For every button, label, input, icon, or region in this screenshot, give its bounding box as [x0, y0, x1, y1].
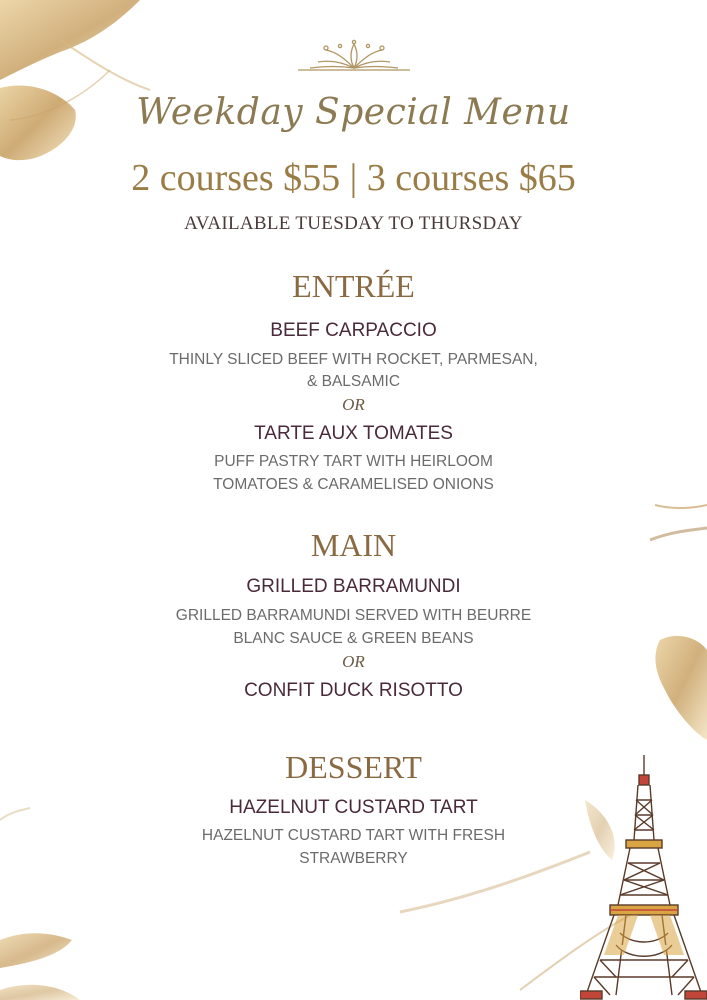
dish-name: BEEF CARPACCIO [270, 320, 437, 341]
or-divider: OR [342, 652, 365, 671]
dish-name: HAZELNUT CUSTARD TART [229, 797, 478, 818]
availability-text: AVAILABLE TUESDAY TO THURSDAY [184, 213, 523, 234]
dish-description: & BALSAMIC [306, 373, 401, 390]
crown-ornament-icon [296, 38, 412, 74]
dish-name: GRILLED BARRAMUNDI [246, 576, 461, 597]
price-line: 2 courses $55 | 3 courses $65 [131, 157, 576, 199]
dish-name: CONFIT DUCK RISOTTO [244, 680, 463, 701]
dish-description: THINLY SLICED BEEF WITH ROCKET, PARMESAN, [169, 351, 538, 368]
menu-title: Weekday Special Menu [136, 92, 571, 133]
dish-description: HAZELNUT CUSTARD TART WITH FRESH [201, 827, 506, 844]
section-heading-entree: ENTRÉE [292, 268, 415, 304]
dish-description: GRILLED BARRAMUNDI SERVED WITH BEURRE [175, 607, 532, 624]
section-heading-dessert: DESSERT [285, 749, 422, 785]
dish-description: STRAWBERRY [299, 850, 408, 867]
dish-name: TARTE AUX TOMATES [254, 423, 453, 444]
or-divider: OR [342, 395, 365, 414]
dish-description: BLANC SAUCE & GREEN BEANS [233, 630, 474, 647]
dish-description: PUFF PASTRY TART WITH HEIRLOOM [214, 453, 493, 470]
dish-description: TOMATOES & CARAMELISED ONIONS [213, 476, 494, 493]
section-heading-main: MAIN [310, 527, 397, 563]
eiffel-tower-icon [580, 755, 707, 1000]
